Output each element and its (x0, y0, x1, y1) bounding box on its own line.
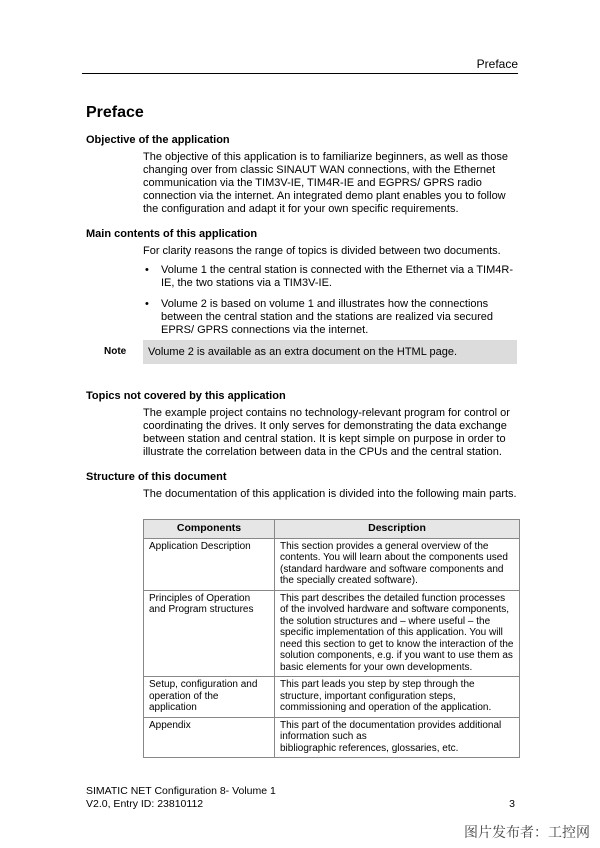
main-contents-bullet-list (143, 264, 518, 345)
topics-not-covered-heading: Topics not covered by this application (86, 390, 286, 402)
table-row (144, 590, 520, 677)
footer (86, 785, 276, 811)
main-contents-intro: For clarity reasons the range of topics is divided between two documents. (143, 245, 501, 257)
table-cell-component: Application Description (144, 538, 275, 590)
footer-document-title: SIMATIC NET Configuration 8- Volume 1 (86, 785, 276, 797)
structure-intro: The documentation of this application is divided into the following main parts. (143, 488, 517, 500)
running-header-title: Preface (476, 57, 518, 71)
structure-heading: Structure of this document (86, 471, 227, 483)
bullet-text: Volume 2 is based on volume 1 and illustrates how the connections between the central station and the stations are realized via secured EPRS/ GPRS connections via the internet. (161, 298, 494, 336)
bullet-text: Volume 1 the central station is connected with the Ethernet via a TIM4R-IE, the two stations via a TIM3V-IE. (161, 264, 513, 289)
objective-heading: Objective of the application (86, 134, 230, 146)
table-cell-description: This section provides a general overview of the contents. You will learn about the components used (standard hardware and software components and the specially created software). (275, 538, 520, 590)
column-header-description: Description (275, 520, 520, 539)
table-row (144, 538, 520, 590)
list-item (143, 298, 518, 337)
table-row (144, 677, 520, 718)
page-title: Preface (86, 104, 144, 121)
publisher-watermark: 图片发布者：工控网 (464, 824, 590, 840)
document-parts-table (143, 519, 520, 758)
header-rule (82, 73, 518, 74)
table-cell-component: Principles of Operation and Program structures (144, 590, 275, 677)
topics-not-covered-text: The example project contains no technology-relevant program for control or coordinating the drives. It only serves for demonstrating the data exchange between station and central station. It is kept simple on purpose in order to illustrate the correlation between data in the CPUs and the central station. (143, 407, 510, 458)
bullet-icon: • (145, 264, 149, 276)
note-box: Volume 2 is available as an extra document on the HTML page. (143, 340, 517, 364)
table-cell-component: Appendix (144, 717, 275, 758)
note-label: Note (104, 346, 127, 357)
page-number: 3 (509, 798, 515, 810)
table-row (144, 717, 520, 758)
bullet-icon: • (145, 298, 149, 310)
list-item (143, 264, 518, 290)
table-header-row (144, 520, 520, 539)
main-contents-heading: Main contents of this application (86, 228, 258, 240)
table-cell-description: This part describes the detailed function processes of the involved hardware and software components, the solution structures and – where useful – the specific implementation of this application. You will need this section to get to know the interaction of the solution components, e.g. if you want to use them as basic elements for your own developments. (275, 590, 520, 677)
table-cell-component: Setup, configuration and operation of the application (144, 677, 275, 718)
objective-text: The objective of this application is to familiarize beginners, as well as those changing over from classic SINAUT WAN connections, with the Ethernet communication via the TIM3V-IE, TIM4R-IE and EGPRS/ GPRS radio connection via the internet. An integrated demo plant enables you to follow the configuration and adapt it for your own specific requirements. (143, 151, 509, 215)
footer-entry-id: V2.0, Entry ID: 23810112 (86, 798, 204, 810)
table-cell-description: This part leads you step by step through the structure, important configuration steps, commissioning and operation of the application. (275, 677, 520, 718)
table-cell-description: This part of the documentation provides additional information such as bibliographic references, glossaries, etc. (275, 717, 520, 758)
column-header-components: Components (144, 520, 275, 539)
